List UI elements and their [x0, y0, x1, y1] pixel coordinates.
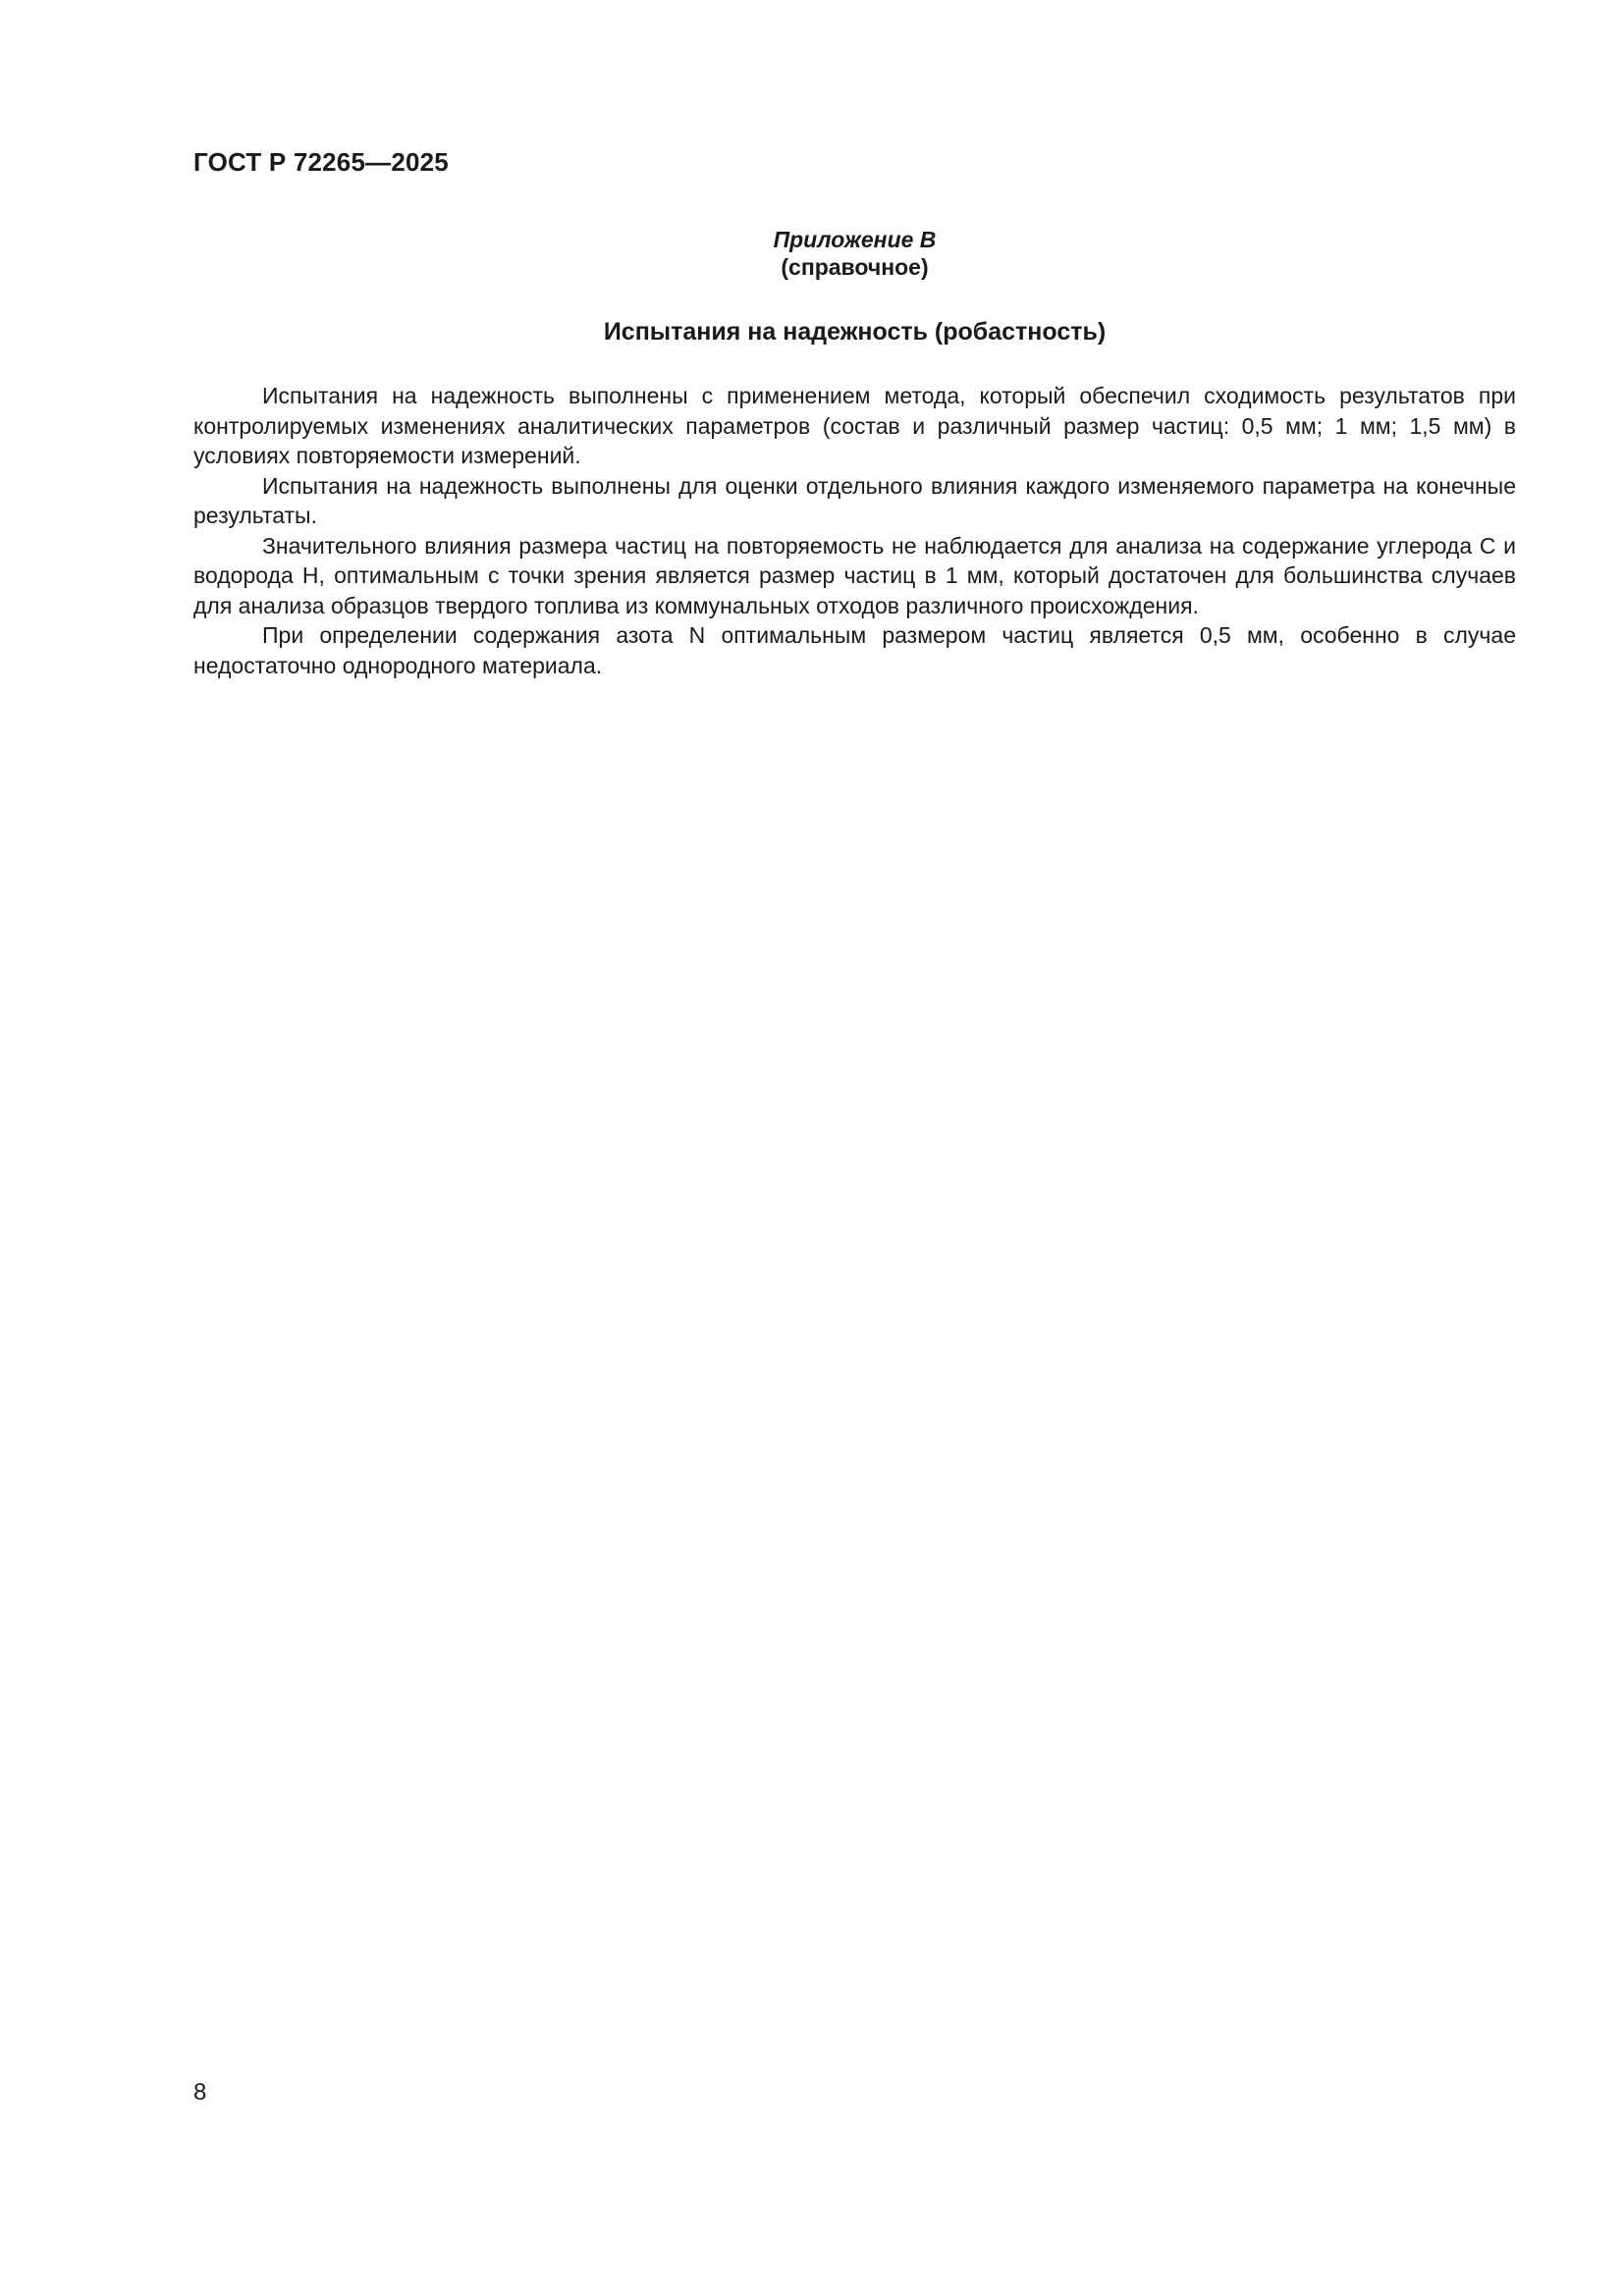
paragraph: Значительного влияния размера частиц на повторяемость не наблюдается для анализа на содержание углерода C и водорода H, оптимальным с точки зрения является размер частиц в 1 мм, который достаточен для большинства случаев для анализа образцов твердого топлива из коммунальных отходов различного происхождения.: [193, 532, 1516, 618]
paragraph: Испытания на надежность выполнены с применением метода, который обеспечил сходимость результатов при контролируемых изменениях аналитических параметров (состав и различный размер частиц: 0,5 мм; 1 мм; 1,5 мм) в условиях повторяемости измерений.: [193, 383, 1516, 468]
section-title: Испытания на надежность (робастность): [603, 318, 1107, 346]
annex-kind: (справочное): [781, 254, 929, 280]
body-text: [193, 381, 1516, 680]
paragraph: Испытания на надежность выполнены для оценки отдельного влияния каждого изменяемого параметра на конечные результаты.: [193, 472, 1516, 528]
page-number: 8: [193, 2079, 207, 2106]
paragraph: При определении содержания азота N оптимальным размером частиц является 0,5 мм, особенно в случае недостаточно однородного материала.: [193, 622, 1516, 678]
annex-heading: [193, 226, 1516, 281]
annex-title: Приложение В: [773, 227, 937, 252]
document-code-header: ГОСТ Р 72265—2025: [193, 147, 449, 177]
